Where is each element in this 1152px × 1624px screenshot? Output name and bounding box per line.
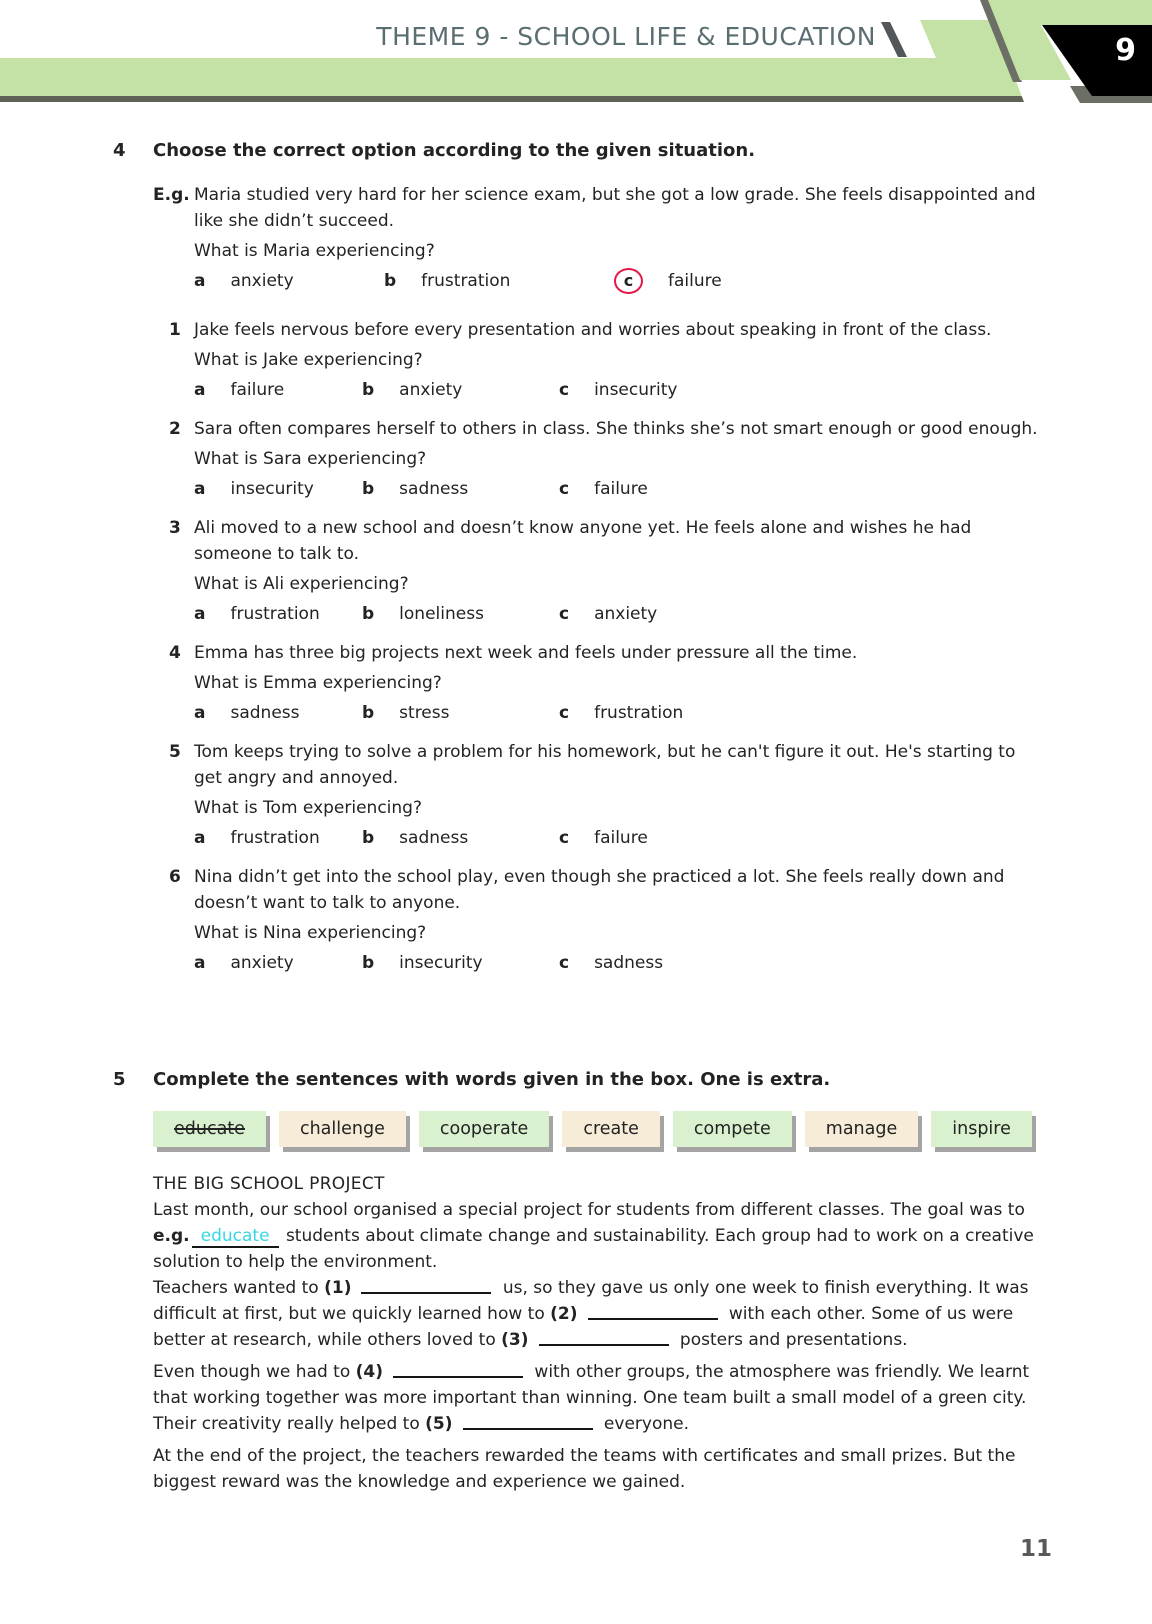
eg-label: e.g. xyxy=(153,1226,190,1246)
example-answer-educate: educate xyxy=(192,1226,279,1248)
passage-text: everyone. xyxy=(598,1414,690,1434)
option-text: frustration xyxy=(594,703,684,723)
option-letter: c xyxy=(623,271,634,290)
option-letter: c xyxy=(559,953,570,973)
option-text: anxiety xyxy=(230,953,294,973)
passage-text: Teachers wanted to xyxy=(153,1278,325,1298)
question-label: 2 xyxy=(169,419,181,439)
question-stem: Tom keeps trying to solve a problem for his homework, but he can't figure it out. He's starting to get angry and annoyed. xyxy=(194,742,1016,788)
option-letter: b xyxy=(362,380,375,400)
passage-paragraph-1 xyxy=(153,1197,1040,1275)
option-text: sadness xyxy=(399,828,469,848)
option-text: anxiety xyxy=(594,604,658,624)
answer-circle xyxy=(614,268,643,294)
passage-text: Even though we had to xyxy=(153,1362,356,1382)
option-text: failure xyxy=(594,828,648,848)
passage-paragraph-2 xyxy=(153,1275,1040,1353)
word-chip-inspire: inspire xyxy=(931,1111,1032,1147)
option-text: failure xyxy=(668,271,722,291)
passage-text: Last month, our school organised a special project for students from different classes. The goal was to xyxy=(153,1200,1025,1220)
question-1 xyxy=(153,317,1040,403)
option-text: insecurity xyxy=(399,953,483,973)
option-text: frustration xyxy=(230,604,320,624)
option-letter: b xyxy=(384,271,397,291)
option-b xyxy=(362,700,559,726)
option-letter: a xyxy=(194,271,206,291)
passage-text: with each other. Some of us were better at research, while others loved to xyxy=(153,1304,1014,1350)
word-chip-compete: compete xyxy=(673,1111,792,1147)
option-text: frustration xyxy=(230,828,320,848)
option-c xyxy=(559,377,1040,403)
option-letter: b xyxy=(362,604,375,624)
option-letter: c xyxy=(559,479,570,499)
option-c-circled xyxy=(621,268,1040,294)
theme-title: THEME 9 - SCHOOL LIFE & EDUCATION xyxy=(376,22,876,51)
option-letter: a xyxy=(194,953,206,973)
passage-text: posters and presentations. xyxy=(674,1330,908,1350)
passage-text: with other groups, the atmosphere was friendly. We learnt that working together was more important than winning. One team built a small model of a green city. Their creativity really helped to xyxy=(153,1362,1030,1434)
exercise-5-number: 5 xyxy=(113,1069,126,1090)
question-label: 1 xyxy=(169,320,181,340)
option-letter: a xyxy=(194,479,206,499)
gap-number-2: (2) xyxy=(550,1304,578,1324)
question-prompt: What is Maria experiencing? xyxy=(194,241,435,261)
option-letter: a xyxy=(194,703,206,723)
option-c xyxy=(559,950,1040,976)
option-b xyxy=(362,825,559,851)
option-letter: b xyxy=(362,953,375,973)
option-letter: a xyxy=(194,380,206,400)
option-c xyxy=(559,825,1040,851)
option-a xyxy=(194,377,362,403)
option-b xyxy=(384,268,621,294)
question-prompt: What is Tom experiencing? xyxy=(194,798,422,818)
option-letter: c xyxy=(559,828,570,848)
options-row xyxy=(194,377,1040,403)
option-letter: b xyxy=(362,703,375,723)
question-prompt: What is Sara experiencing? xyxy=(194,449,427,469)
header-slash-accent xyxy=(881,22,907,57)
question-stem: Sara often compares herself to others in class. She thinks she’s not smart enough or good enough. xyxy=(194,419,1038,439)
question-stem: Jake feels nervous before every presentation and worries about speaking in front of the class. xyxy=(194,320,992,340)
page-content xyxy=(113,138,1040,1495)
exercise-5 xyxy=(113,1067,1040,1495)
gap-number-1: (1) xyxy=(324,1278,352,1298)
option-c xyxy=(559,700,1040,726)
options-row xyxy=(194,476,1040,502)
word-chip-educate: educate xyxy=(153,1111,266,1147)
options-row xyxy=(194,700,1040,726)
question-2 xyxy=(153,416,1040,502)
option-letter: a xyxy=(194,604,206,624)
question-example xyxy=(153,182,1040,294)
question-label: 6 xyxy=(169,867,181,887)
option-letter: b xyxy=(362,479,375,499)
option-letter: c xyxy=(559,380,570,400)
word-chip-challenge: challenge xyxy=(279,1111,406,1147)
question-stem: Emma has three big projects next week and feels under pressure all the time. xyxy=(194,643,858,663)
exercise-4-number: 4 xyxy=(113,140,126,161)
gap-number-3: (3) xyxy=(501,1330,529,1350)
option-a xyxy=(194,476,362,502)
answer-blank-1 xyxy=(361,1278,491,1294)
question-4 xyxy=(153,640,1040,726)
answer-blank-2 xyxy=(588,1304,718,1320)
question-prompt: What is Ali experiencing? xyxy=(194,574,409,594)
options-row xyxy=(194,601,1040,627)
question-6 xyxy=(153,864,1040,976)
option-text: stress xyxy=(399,703,450,723)
page-header xyxy=(0,0,1152,103)
passage-paragraph-4: At the end of the project, the teachers rewarded the teams with certificates and small prizes. But the biggest reward was the knowledge and experience we gained. xyxy=(153,1446,1016,1492)
question-prompt: What is Emma experiencing? xyxy=(194,673,442,693)
question-prompt: What is Jake experiencing? xyxy=(194,350,423,370)
page-number: 11 xyxy=(1019,1536,1052,1562)
word-chip-create: create xyxy=(562,1111,660,1147)
answer-blank-4 xyxy=(393,1362,523,1378)
exercise-5-title: Complete the sentences with words given in the box. One is extra. xyxy=(153,1069,831,1090)
option-text: insecurity xyxy=(594,380,678,400)
passage-text: students about climate change and sustainability. Each group had to work on a creative solution to help the environment. xyxy=(153,1226,1034,1272)
option-b xyxy=(362,950,559,976)
question-label: E.g. xyxy=(153,185,190,205)
option-a xyxy=(194,601,362,627)
option-a xyxy=(194,950,362,976)
option-a xyxy=(194,268,384,294)
option-b xyxy=(362,377,559,403)
question-stem: Nina didn’t get into the school play, even though she practiced a lot. She feels really down and doesn’t want to talk to anyone. xyxy=(194,867,1005,913)
unit-number: 9 xyxy=(1115,33,1136,68)
option-text: failure xyxy=(230,380,285,400)
question-3 xyxy=(153,515,1040,627)
option-text: sadness xyxy=(594,953,664,973)
option-text: sadness xyxy=(230,703,300,723)
option-letter: c xyxy=(559,604,570,624)
exercise-4 xyxy=(113,138,1040,989)
passage-text: us, so they gave us only one week to finish everything. It was difficult at first, but we quickly learned how to xyxy=(153,1278,1029,1324)
gap-number-4: (4) xyxy=(355,1362,384,1382)
option-c xyxy=(559,601,1040,627)
question-label: 3 xyxy=(169,518,181,538)
question-stem: Maria studied very hard for her science exam, but she got a low grade. She feels disappointed and like she didn’t succeed. xyxy=(194,185,1036,231)
header-green-band xyxy=(0,58,1030,102)
option-letter: b xyxy=(362,828,375,848)
word-chip-cooperate: cooperate xyxy=(419,1111,549,1147)
option-a xyxy=(194,825,362,851)
option-text: sadness xyxy=(399,479,469,499)
options-row xyxy=(194,950,1040,976)
option-a xyxy=(194,700,362,726)
question-label: 4 xyxy=(169,643,181,663)
options-row xyxy=(194,825,1040,851)
answer-blank-5 xyxy=(463,1414,593,1430)
exercise-4-title: Choose the correct option according to the given situation. xyxy=(153,140,756,161)
word-chip-manage: manage xyxy=(805,1111,918,1147)
option-letter: c xyxy=(559,703,570,723)
passage-paragraph-3 xyxy=(153,1359,1040,1437)
word-box xyxy=(153,1111,1040,1147)
option-letter: a xyxy=(194,828,206,848)
option-text: loneliness xyxy=(399,604,484,624)
option-text: insecurity xyxy=(230,479,314,499)
option-b xyxy=(362,476,559,502)
question-label: 5 xyxy=(169,742,181,762)
option-text: anxiety xyxy=(230,271,294,291)
option-c xyxy=(559,476,1040,502)
passage xyxy=(153,1171,1040,1495)
options-row xyxy=(194,268,1040,294)
question-prompt: What is Nina experiencing? xyxy=(194,923,427,943)
question-5 xyxy=(153,739,1040,851)
option-b xyxy=(362,601,559,627)
option-text: failure xyxy=(594,479,648,499)
option-text: frustration xyxy=(421,271,511,291)
question-stem: Ali moved to a new school and doesn’t know anyone yet. He feels alone and wishes he had someone to talk to. xyxy=(194,518,972,564)
gap-number-5: (5) xyxy=(425,1414,453,1434)
answer-blank-3 xyxy=(539,1330,669,1346)
passage-title: THE BIG SCHOOL PROJECT xyxy=(153,1174,385,1194)
option-text: anxiety xyxy=(399,380,463,400)
